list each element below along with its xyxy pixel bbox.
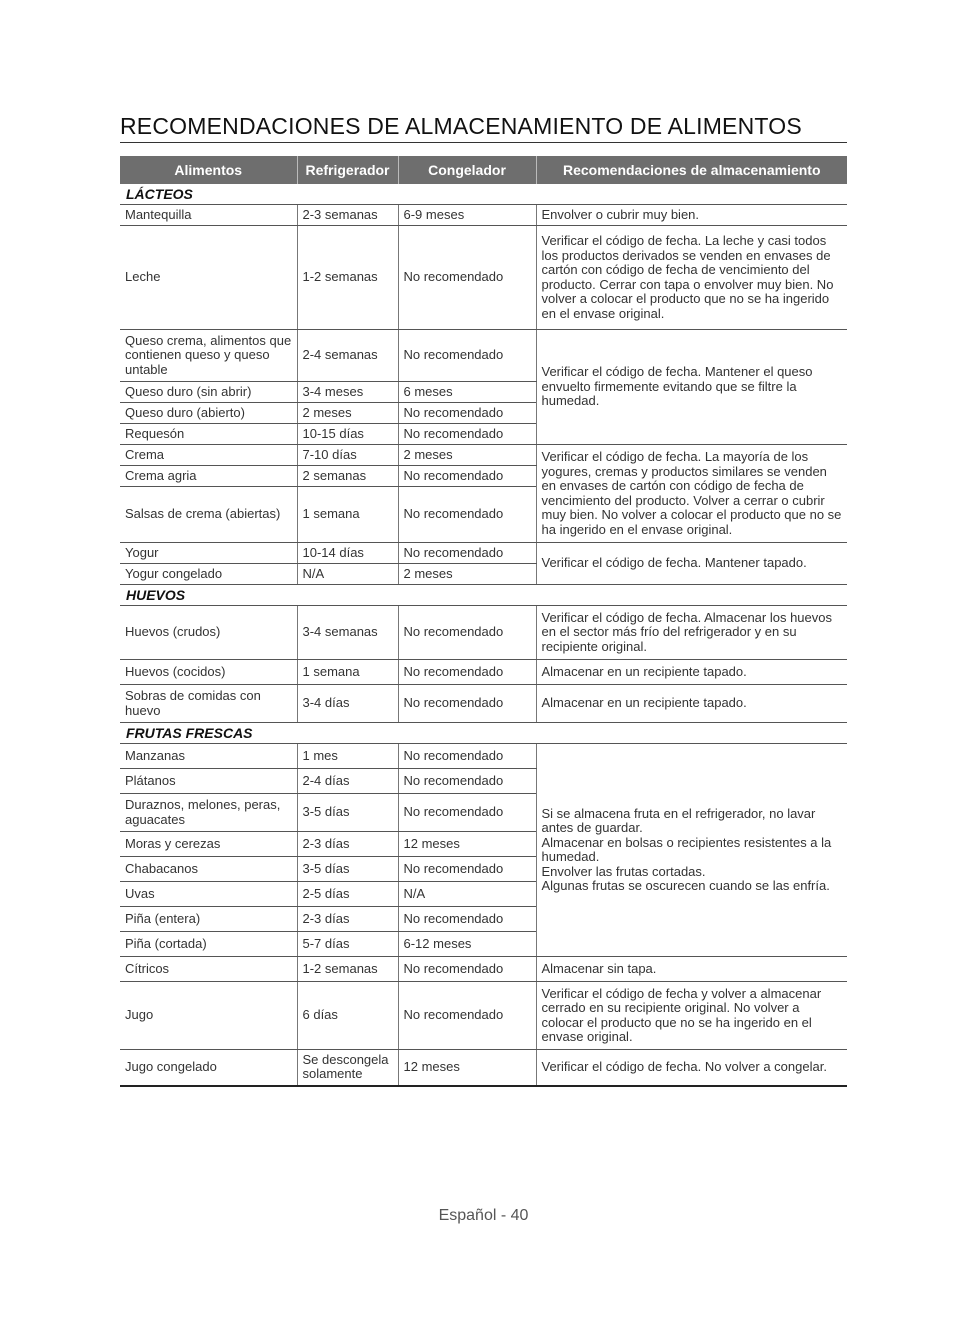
header-row (120, 156, 847, 184)
table-row (120, 445, 847, 466)
section-row (120, 723, 847, 744)
food-cell: Requesón (120, 424, 297, 445)
storage-table (120, 156, 847, 1087)
freezer-cell: No recomendado (398, 685, 536, 723)
food-cell: Jugo (120, 982, 297, 1050)
table-row (120, 330, 847, 382)
fridge-cell: 5-7 días (297, 932, 398, 957)
fridge-cell: 2 semanas (297, 466, 398, 487)
food-cell: Crema agria (120, 466, 297, 487)
freezer-cell: No recomendado (398, 794, 536, 832)
food-cell: Duraznos, melones, peras, aguacates (120, 794, 297, 832)
table-row (120, 543, 847, 564)
food-cell: Leche (120, 226, 297, 330)
food-cell: Queso crema, alimentos que contienen queso y queso untable (120, 330, 297, 382)
food-cell: Jugo congelado (120, 1050, 297, 1086)
page-title: RECOMENDACIONES DE ALMACENAMIENTO DE ALIMENTOS (120, 113, 802, 139)
header-recomendaciones: Recomendaciones de almacenamiento (536, 156, 847, 184)
recommendation-cell: Verificar el código de fecha. Almacenar los huevos en el sector más frío del refrigerador y en su recipiente original. (536, 606, 847, 660)
header-refrigerador: Refrigerador (297, 156, 398, 184)
freezer-cell: 6-12 meses (398, 932, 536, 957)
recommendation-cell: Almacenar sin tapa. (536, 957, 847, 982)
freezer-cell: No recomendado (398, 744, 536, 769)
freezer-cell: No recomendado (398, 466, 536, 487)
fridge-cell: 6 días (297, 982, 398, 1050)
fridge-cell: 3-5 días (297, 857, 398, 882)
freezer-cell: No recomendado (398, 982, 536, 1050)
freezer-cell: No recomendado (398, 907, 536, 932)
table-row (120, 685, 847, 723)
table-row (120, 205, 847, 226)
recommendation-cell: Verificar el código de fecha. No volver a congelar. (536, 1050, 847, 1086)
food-cell: Salsas de crema (abiertas) (120, 487, 297, 543)
section-huevos: HUEVOS (120, 585, 847, 606)
freezer-cell: No recomendado (398, 660, 536, 685)
recommendation-cell: Si se almacena fruta en el refrigerador, no lavar antes de guardar. Almacenar en bolsas o recipientes resistentes a la humedad. Envolver las frutas cortadas. Algunas frutas se oscurecen cuando se las enfría. (536, 744, 847, 957)
table-row (120, 226, 847, 330)
fridge-cell: 1-2 semanas (297, 957, 398, 982)
freezer-cell: N/A (398, 882, 536, 907)
header-alimentos: Alimentos (120, 156, 297, 184)
freezer-cell: No recomendado (398, 543, 536, 564)
page-footer: Español - 40 (438, 1207, 529, 1224)
freezer-cell: 6-9 meses (398, 205, 536, 226)
food-cell: Queso duro (sin abrir) (120, 382, 297, 403)
freezer-cell: No recomendado (398, 606, 536, 660)
fridge-cell: 10-15 días (297, 424, 398, 445)
table-row (120, 982, 847, 1050)
food-cell: Crema (120, 445, 297, 466)
freezer-cell: No recomendado (398, 957, 536, 982)
fridge-cell: 3-4 días (297, 685, 398, 723)
section-row (120, 184, 847, 205)
fridge-cell: 1 semana (297, 660, 398, 685)
fridge-cell: 1-2 semanas (297, 226, 398, 330)
table-row (120, 660, 847, 685)
food-cell: Plátanos (120, 769, 297, 794)
fridge-cell: 2 meses (297, 403, 398, 424)
fridge-cell: 7-10 días (297, 445, 398, 466)
freezer-cell: No recomendado (398, 857, 536, 882)
food-cell: Queso duro (abierto) (120, 403, 297, 424)
table-row (120, 957, 847, 982)
recommendation-cell: Verificar el código de fecha y volver a almacenar cerrado en su recipiente original. No volver a colocar el producto que no se ha ingerido en el envase original. (536, 982, 847, 1050)
food-cell: Piña (cortada) (120, 932, 297, 957)
freezer-cell: No recomendado (398, 226, 536, 330)
freezer-cell: 12 meses (398, 1050, 536, 1086)
fridge-cell: 2-5 días (297, 882, 398, 907)
food-cell: Uvas (120, 882, 297, 907)
recommendation-cell: Verificar el código de fecha. La leche y casi todos los productos derivados se venden en envases de cartón con código de fecha de vencimiento del producto. Cerrar con tapa o envolver muy bien. No volver a colocar el producto que no se ha ingerido en el envase original. (536, 226, 847, 330)
food-cell: Chabacanos (120, 857, 297, 882)
fridge-cell: Se descongela solamente (297, 1050, 398, 1086)
freezer-cell: No recomendado (398, 487, 536, 543)
title-underline (120, 142, 847, 143)
recommendation-cell: Almacenar en un recipiente tapado. (536, 660, 847, 685)
section-lacteos: LÁCTEOS (120, 184, 847, 205)
recommendation-cell: Verificar el código de fecha. Mantener tapado. (536, 543, 847, 585)
food-cell: Sobras de comidas con huevo (120, 685, 297, 723)
fridge-cell: 2-3 semanas (297, 205, 398, 226)
food-cell: Mantequilla (120, 205, 297, 226)
freezer-cell: 2 meses (398, 445, 536, 466)
fridge-cell: 2-3 días (297, 907, 398, 932)
fridge-cell: 2-4 días (297, 769, 398, 794)
food-cell: Piña (entera) (120, 907, 297, 932)
freezer-cell: 6 meses (398, 382, 536, 403)
fridge-cell: 10-14 días (297, 543, 398, 564)
header-congelador: Congelador (398, 156, 536, 184)
fridge-cell: N/A (297, 564, 398, 585)
fridge-cell: 2-3 días (297, 832, 398, 857)
fridge-cell: 2-4 semanas (297, 330, 398, 382)
freezer-cell: 12 meses (398, 832, 536, 857)
recommendation-cell: Almacenar en un recipiente tapado. (536, 685, 847, 723)
fridge-cell: 1 semana (297, 487, 398, 543)
food-cell: Moras y cerezas (120, 832, 297, 857)
section-frutas-frescas: FRUTAS FRESCAS (120, 723, 847, 744)
food-cell: Huevos (crudos) (120, 606, 297, 660)
fridge-cell: 3-4 semanas (297, 606, 398, 660)
freezer-cell: No recomendado (398, 424, 536, 445)
food-cell: Yogur congelado (120, 564, 297, 585)
food-cell: Manzanas (120, 744, 297, 769)
freezer-cell: No recomendado (398, 769, 536, 794)
food-cell: Cítricos (120, 957, 297, 982)
fridge-cell: 1 mes (297, 744, 398, 769)
fridge-cell: 3-4 meses (297, 382, 398, 403)
freezer-cell: No recomendado (398, 330, 536, 382)
table-row (120, 744, 847, 769)
freezer-cell: 2 meses (398, 564, 536, 585)
recommendation-cell: Envolver o cubrir muy bien. (536, 205, 847, 226)
recommendation-cell: Verificar el código de fecha. La mayoría de los yogures, cremas y productos similares se venden en envases de cartón con código de fecha de vencimiento del producto. Volver a cerrar o cubrir muy bien. No volver a colocar el producto que no se ha ingerido en el envase original. (536, 445, 847, 543)
food-cell: Huevos (cocidos) (120, 660, 297, 685)
table-row (120, 606, 847, 660)
recommendation-cell: Verificar el código de fecha. Mantener el queso envuelto firmemente evitando que se filtre la humedad. (536, 330, 847, 445)
section-row (120, 585, 847, 606)
table-row (120, 1050, 847, 1086)
food-cell: Yogur (120, 543, 297, 564)
fridge-cell: 3-5 días (297, 794, 398, 832)
freezer-cell: No recomendado (398, 403, 536, 424)
